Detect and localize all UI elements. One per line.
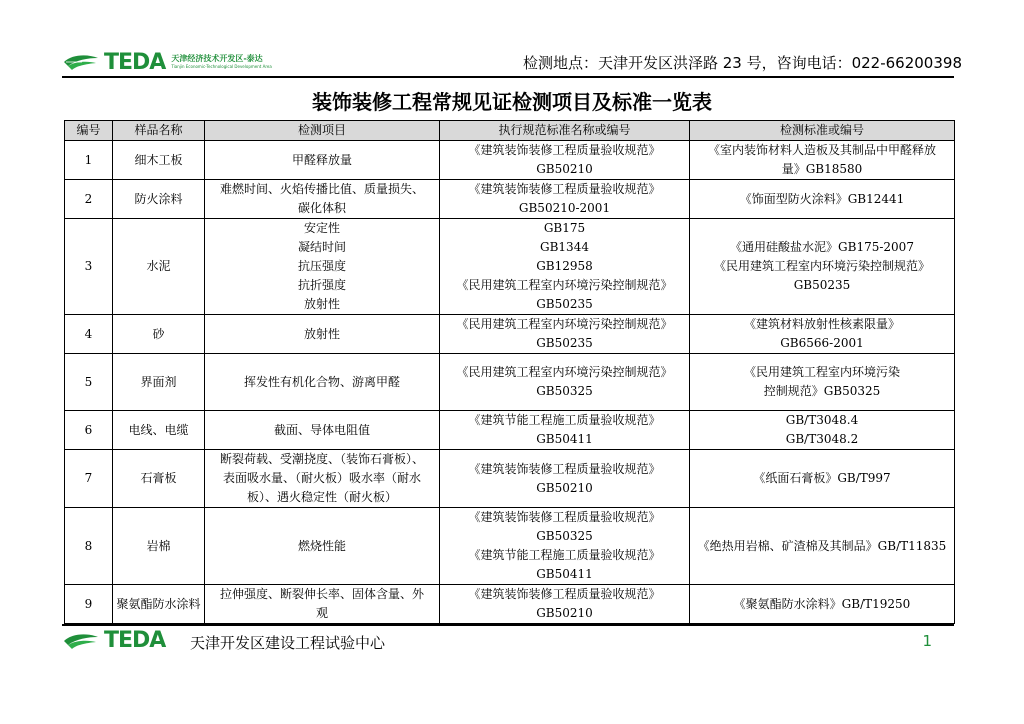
cell-test-item [205,219,440,315]
cell-spec-line: GB1344 [540,240,589,254]
cell-num: 9 [65,585,113,624]
table-header-row [65,121,955,141]
cell-test-item-line: 表面吸水量、（耐火板）吸水率（耐水 [222,471,421,485]
cell-test-item [205,354,440,411]
cell-test-item [205,585,440,624]
teda-logo [62,50,272,74]
cell-num: 5 [65,354,113,411]
cell-standard-line: GB/T3048.4 [785,413,859,427]
column-header-num: 编号 [65,121,113,141]
cell-standard [690,141,955,180]
cell-standard-line: 《聚氨酯防水涂料》GB/T19250 [733,596,911,611]
cell-standard-line: 《饰面型防火涂料》GB12441 [739,191,905,206]
cell-test-item-line: 安定性 [303,221,340,235]
table-row [65,411,955,450]
cell-test-item-line: 截面、导体电阻值 [273,422,370,437]
table-row [65,585,955,624]
cell-test-item-line: 观 [315,606,328,620]
table-row [65,141,955,180]
cell-num: 8 [65,508,113,585]
cell-standard-line: 《纸面石膏板》GB/T997 [753,471,891,485]
cell-standard-line: 控制规范》GB50325 [763,384,881,398]
logo-wordmark: TEDA [104,49,166,75]
page-title: 装饰装修工程常规见证检测项目及标准一览表 [312,90,712,114]
cell-test-item-line: 抗折强度 [297,278,346,292]
cell-test-item-line: 断裂荷载、受潮挠度、（装饰石膏板）、 [219,452,424,466]
cell-test-item-line: 燃烧性能 [297,538,346,553]
cell-spec [440,219,690,315]
cell-test-item-line: 拉伸强度、断裂伸长率、固体含量、外 [219,587,424,601]
cell-sample-name: 岩棉 [113,508,205,585]
cell-spec-line: 《建筑装饰装修工程质量验收规范》 [468,143,661,157]
cell-test-item-line: 放射性 [303,326,340,341]
cell-test-item-line: 挥发性有机化合物、游离甲醛 [243,374,400,389]
footer-logo-wordmark: TEDA [104,628,166,653]
cell-standard-line: 《通用硅酸盐水泥》GB175-2007 [730,240,914,254]
cell-spec [440,450,690,508]
page-header [62,46,962,76]
cell-test-item-line: 抗压强度 [297,259,346,273]
table-row [65,508,955,585]
cell-test-item [205,141,440,180]
page-number: 1 [922,632,932,650]
cell-standard [690,508,955,585]
cell-standard-line: 量》GB18580 [781,162,863,176]
table-body [65,141,955,624]
cell-test-item [205,180,440,219]
column-header-spec: 执行规范标准名称或编号 [440,121,690,141]
cell-sample-name: 界面剂 [113,354,205,411]
cell-spec [440,180,690,219]
cell-test-item-line: 难燃时间、火焰传播比值、质量损失、 [219,182,424,196]
cell-test-item [205,411,440,450]
cell-num: 2 [65,180,113,219]
table-row [65,354,955,411]
cell-spec [440,411,690,450]
cell-spec-line: GB50325 [536,529,593,543]
cell-standard [690,180,955,219]
cell-spec-line: GB50235 [536,336,593,350]
table-row [65,219,955,315]
cell-spec-line: GB175 [543,221,586,235]
logo-subtitle: 天津经济技术开发区-泰达 Tianjin Economic-Technological Development Area [171,54,272,69]
cell-spec-line: GB50235 [536,297,593,311]
header-divider [62,76,954,78]
cell-spec [440,354,690,411]
cell-spec-line: GB50210 [536,606,593,620]
cell-spec-line: 《建筑装饰装修工程质量验收规范》 [468,510,661,524]
page-footer [62,626,962,656]
cell-standard [690,585,955,624]
cell-standard [690,315,955,354]
column-header-std: 检测标准或编号 [690,121,955,141]
cell-standard-line: GB/T3048.2 [785,432,859,446]
cell-spec-line: GB50325 [536,384,593,398]
cell-test-item-line: 放射性 [303,297,340,311]
cell-standard [690,411,955,450]
cell-standard [690,450,955,508]
footer-teda-logo [62,628,165,653]
cell-spec-line: 《建筑装饰装修工程质量验收规范》 [468,587,661,601]
cell-sample-name: 水泥 [113,219,205,315]
leaf-icon [62,52,100,72]
cell-spec [440,315,690,354]
cell-sample-name: 细木工板 [113,141,205,180]
cell-spec-line: 《建筑节能工程施工质量验收规范》 [468,548,661,562]
cell-standard [690,354,955,411]
cell-spec-line: 《民用建筑工程室内环境污染控制规范》 [456,278,673,292]
cell-spec-line: GB50411 [536,432,593,446]
cell-spec-line: GB50210 [536,480,593,495]
cell-spec [440,141,690,180]
cell-test-item [205,315,440,354]
cell-sample-name: 防火涂料 [113,180,205,219]
cell-spec-line: GB50411 [536,567,593,581]
cell-standard-line: 《建筑材料放射性核素限量》 [743,317,900,331]
cell-spec-line: GB12958 [536,259,593,273]
cell-spec-line: 《建筑装饰装修工程质量验收规范》 [468,461,661,476]
footer-leaf-icon [62,631,100,651]
cell-standard-line: 《民用建筑工程室内环境污染控制规范》 [713,259,930,273]
table-row [65,450,955,508]
cell-sample-name: 聚氨酯防水涂料 [113,585,205,624]
header-contact-info: 检测地点：天津开发区洪泽路 23 号，咨询电话：022-66200398 [522,54,962,72]
cell-test-item-line: 凝结时间 [297,240,346,254]
cell-test-item-line: 板）、遇火稳定性（耐火板） [246,490,397,504]
cell-sample-name: 电线、电缆 [113,411,205,450]
footer-organization: 天津开发区建设工程试验中心 [190,634,386,652]
cell-sample-name: 砂 [113,315,205,354]
cell-spec-line: GB50210 [536,162,593,176]
cell-standard-line: 《室内装饰材料人造板及其制品中甲醛释放 [707,143,936,157]
cell-standard [690,219,955,315]
column-header-item: 检测项目 [205,121,440,141]
cell-spec-line: GB50210-2001 [518,201,611,215]
cell-spec-line: 《建筑装饰装修工程质量验收规范》 [468,182,661,196]
table-row [65,180,955,219]
cell-test-item [205,508,440,585]
cell-num: 6 [65,411,113,450]
cell-spec [440,508,690,585]
cell-sample-name: 石膏板 [113,450,205,508]
cell-test-item-line: 碳化体积 [297,201,346,215]
cell-spec [440,585,690,624]
table-row [65,315,955,354]
standards-table [64,120,955,624]
cell-num: 1 [65,141,113,180]
cell-standard-line: GB6566-2001 [780,336,864,350]
cell-spec-line: 《建筑节能工程施工质量验收规范》 [468,413,661,427]
cell-standard-line: GB50235 [793,278,851,292]
cell-test-item [205,450,440,508]
cell-spec-line: 《民用建筑工程室内环境污染控制规范》 [456,365,673,379]
cell-num: 3 [65,219,113,315]
cell-num: 7 [65,450,113,508]
cell-test-item-line: 甲醛释放量 [291,152,352,167]
cell-standard-line: 《绝热用岩棉、矿渣棉及其制品》GB/T11835 [697,538,947,553]
cell-standard-line: 《民用建筑工程室内环境污染 [743,365,900,379]
cell-spec-line: 《民用建筑工程室内环境污染控制规范》 [456,317,673,331]
column-header-name: 样品名称 [113,121,205,141]
cell-num: 4 [65,315,113,354]
